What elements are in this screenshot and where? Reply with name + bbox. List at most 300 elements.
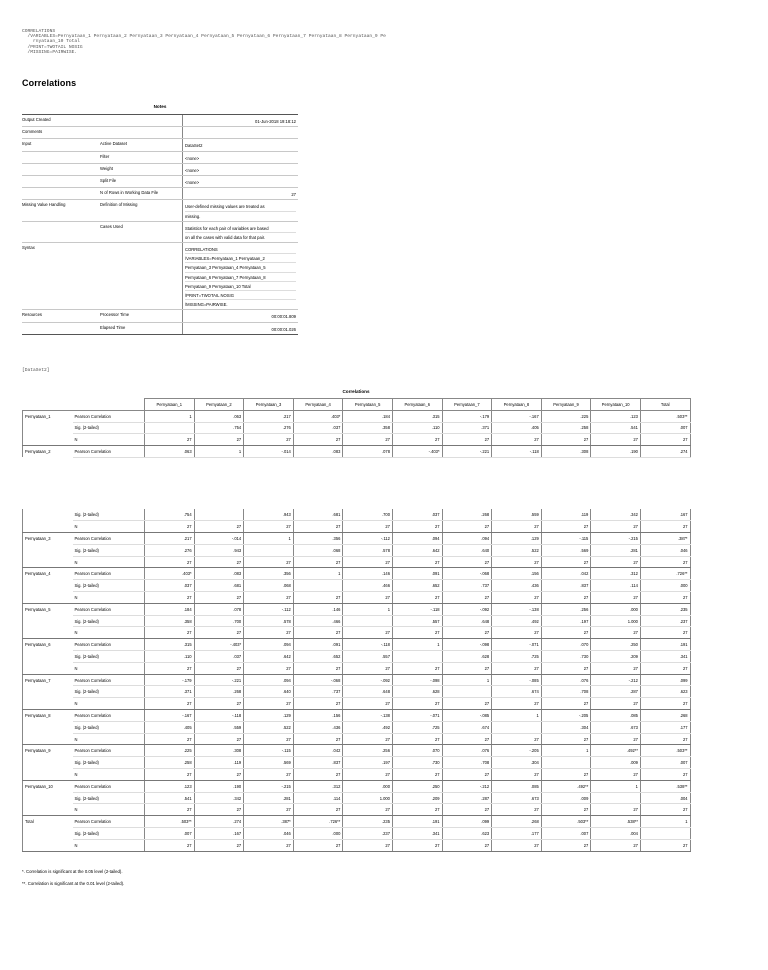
notes-row (22, 127, 298, 139)
table-cell: .358 (343, 422, 393, 434)
table-cell: 27 (442, 733, 492, 745)
notes-row (22, 243, 298, 310)
table-cell: .190 (591, 446, 641, 458)
table-cell: 27 (640, 434, 690, 446)
table-cell: .648 (442, 615, 492, 627)
table-cell: .569 (541, 544, 591, 556)
table-cell: 27 (244, 556, 294, 568)
table-cell: -.403* (194, 639, 244, 651)
table-cell: 27 (194, 769, 244, 781)
table-cell: .281 (244, 792, 294, 804)
table-cell: 27 (591, 556, 641, 568)
row-statistic: Sig. (2-tailed) (73, 651, 145, 663)
table-cell: .256 (541, 603, 591, 615)
table-cell: .000 (293, 828, 343, 840)
table-cell: 27 (194, 627, 244, 639)
dataset-tag: [DataSet2] (22, 368, 50, 373)
table-row (23, 592, 691, 604)
column-header: Pernyataan_7 (442, 399, 492, 411)
notes-item-label: Cases Used (100, 223, 123, 229)
table-cell: 27 (492, 627, 542, 639)
table-cell: 27 (343, 698, 393, 710)
row-statistic: N (73, 521, 145, 533)
table-row (23, 521, 691, 533)
table-row (23, 533, 691, 545)
notes-value-line: Statistics for each pair of variables are based (185, 224, 296, 233)
table-cell: .276 (244, 422, 294, 434)
table-cell: -.167 (492, 410, 542, 422)
notes-value-line: <none> (185, 155, 200, 161)
table-cell: 27 (194, 804, 244, 816)
table-row (23, 509, 691, 521)
table-cell: 27 (244, 733, 294, 745)
table-cell: -.215 (591, 533, 641, 545)
row-statistic: Pearson Correlation (73, 568, 145, 580)
table-cell: .007 (145, 828, 195, 840)
row-statistic: Pearson Correlation (73, 745, 145, 757)
row-statistic: Sig. (2-tailed) (73, 757, 145, 769)
table-cell: .099 (442, 816, 492, 828)
table-cell: .099 (640, 674, 690, 686)
table-cell: .674 (492, 686, 542, 698)
table-cell: .037 (392, 509, 442, 521)
table-cell: .184 (145, 603, 195, 615)
table-cell: -.179 (442, 410, 492, 422)
table-cell: 27 (591, 592, 641, 604)
table-cell (293, 580, 343, 592)
table-cell: .492 (492, 615, 542, 627)
row-variable: Pernyataan_9 (23, 745, 73, 757)
row-variable (23, 804, 73, 816)
table-cell: .123 (145, 780, 195, 792)
table-cell: 27 (244, 839, 294, 851)
table-cell: 27 (591, 521, 641, 533)
table-cell: .037 (194, 651, 244, 663)
table-row (23, 780, 691, 792)
notes-value (182, 200, 298, 220)
row-variable: Pernyataan_3 (23, 533, 73, 545)
row-variable (23, 757, 73, 769)
table-cell: .538** (591, 816, 641, 828)
row-variable: Pernyataan_10 (23, 780, 73, 792)
notes-table-title: Notes (153, 104, 167, 109)
table-cell: 27 (392, 662, 442, 674)
table-cell: 27 (492, 733, 542, 745)
notes-item-label (100, 243, 182, 309)
notes-value-line: DataSet2 (185, 143, 203, 149)
table-cell: 27 (244, 662, 294, 674)
table-cell: .492** (541, 780, 591, 792)
table-row (23, 710, 691, 722)
row-statistic: N (73, 434, 145, 446)
table-cell: .674 (442, 721, 492, 733)
notes-value-line: <none> (185, 167, 200, 173)
table-cell: .076 (541, 674, 591, 686)
table-cell: -.221 (442, 446, 492, 458)
notes-value (182, 188, 298, 199)
table-row (23, 769, 691, 781)
table-cell: 27 (541, 556, 591, 568)
table-cell: .726** (293, 816, 343, 828)
syntax-line: /VARIABLES=Pernyataan_1 Pernyataan_2 Pernyataan_3 Pernyataan_4 Pernyataan_5 Pernyataan_6 Pernyataan_7 Pernyataan_8 Pernyataan_9 Pe (22, 34, 386, 40)
table-cell: -.071 (492, 639, 542, 651)
table-row (23, 698, 691, 710)
row-statistic: N (73, 769, 145, 781)
row-statistic: Pearson Correlation (73, 710, 145, 722)
table-cell: 27 (392, 521, 442, 533)
table-row (23, 544, 691, 556)
table-cell: 27 (145, 592, 195, 604)
table-cell: 27 (194, 592, 244, 604)
table-cell: 27 (442, 662, 492, 674)
table-cell: .628 (442, 651, 492, 663)
table-cell: .068 (244, 580, 294, 592)
table-cell: .091 (293, 639, 343, 651)
table-cell: -.138 (343, 710, 393, 722)
table-cell: .209 (591, 651, 641, 663)
table-cell: .114 (293, 792, 343, 804)
table-row (23, 568, 691, 580)
table-cell: .268 (492, 816, 542, 828)
table-cell: 27 (145, 434, 195, 446)
table-cell: 1.000 (343, 792, 393, 804)
table-cell: 27 (343, 627, 393, 639)
table-cell: 27 (640, 733, 690, 745)
table-cell: 27 (244, 592, 294, 604)
table-cell: -.118 (492, 446, 542, 458)
correlations-table-title: Correlations (342, 389, 370, 394)
table-cell: 27 (442, 627, 492, 639)
table-cell (541, 757, 591, 769)
table-cell: .217 (244, 410, 294, 422)
table-cell: 27 (293, 804, 343, 816)
notes-section-label: Resources (22, 312, 43, 318)
table-row (23, 651, 691, 663)
table-cell: -.221 (194, 674, 244, 686)
row-statistic: Pearson Correlation (73, 533, 145, 545)
table-cell: .156 (293, 710, 343, 722)
table-cell: .083 (293, 446, 343, 458)
notes-value-line: /VARIABLES=Pernyataan_1 Pernyataan_2 (185, 254, 296, 263)
table-cell: .000 (640, 580, 690, 592)
column-header: Pernyataan_4 (293, 399, 343, 411)
table-row (23, 639, 691, 651)
table-cell: 27 (492, 434, 542, 446)
table-cell: .557 (343, 651, 393, 663)
table-cell: .191 (640, 639, 690, 651)
table-cell: 27 (392, 556, 442, 568)
table-cell: 27 (244, 521, 294, 533)
notes-row (22, 176, 298, 188)
row-statistic: Sig. (2-tailed) (73, 721, 145, 733)
row-statistic: Sig. (2-tailed) (73, 615, 145, 627)
table-row (23, 580, 691, 592)
notes-item-label (100, 127, 182, 138)
table-cell: -.092 (343, 674, 393, 686)
column-header: Pernyataan_2 (194, 399, 244, 411)
notes-section-label (22, 152, 100, 163)
table-row (23, 434, 691, 446)
notes-value-line: 27 (291, 192, 296, 198)
row-statistic: Sig. (2-tailed) (73, 580, 145, 592)
table-row (23, 828, 691, 840)
table-cell: 27 (492, 769, 542, 781)
notes-value-line: missing. (185, 213, 201, 219)
table-row (23, 721, 691, 733)
table-cell: 27 (442, 521, 492, 533)
table-cell: .559 (492, 509, 542, 521)
row-variable (23, 509, 73, 521)
table-cell: 27 (293, 592, 343, 604)
row-statistic: N (73, 556, 145, 568)
column-header: Pernyataan_9 (541, 399, 591, 411)
table-cell: .356 (244, 568, 294, 580)
table-cell: 27 (541, 521, 591, 533)
table-cell: 1 (392, 639, 442, 651)
table-cell: .737 (293, 686, 343, 698)
table-row (23, 627, 691, 639)
syntax-line: /MISSING=PAIRWISE. (22, 49, 78, 55)
notes-section-label: Input (22, 141, 32, 147)
table-cell: .538** (640, 780, 690, 792)
table-cell: .700 (343, 509, 393, 521)
table-cell: .503** (145, 816, 195, 828)
table-cell: 27 (194, 434, 244, 446)
notes-section-label: Output Created (22, 117, 51, 122)
row-variable: Pernyataan_4 (23, 568, 73, 580)
table-cell: .387* (244, 816, 294, 828)
notes-value-line: /PRINT=TWOTAIL NOSIG (185, 291, 296, 300)
table-cell: .268 (640, 710, 690, 722)
table-cell: 27 (492, 556, 542, 568)
row-variable (23, 839, 73, 851)
table-cell: 27 (392, 733, 442, 745)
table-cell: 27 (293, 434, 343, 446)
table-row (23, 816, 691, 828)
notes-item-label: N of Rows in Working Data File (100, 190, 159, 196)
table-cell: .754 (194, 422, 244, 434)
syntax-line: CORRELATIONS (22, 29, 56, 34)
table-cell: .725 (392, 721, 442, 733)
row-variable (23, 733, 73, 745)
table-cell: .726** (640, 568, 690, 580)
table-cell (343, 615, 393, 627)
table-cell: .197 (541, 615, 591, 627)
table-cell: .725 (492, 651, 542, 663)
table-cell: .623 (442, 828, 492, 840)
notes-item-label: Active Dataset (100, 141, 127, 147)
table-cell: .315 (392, 410, 442, 422)
notes-row (22, 310, 298, 322)
table-cell: .708 (541, 686, 591, 698)
table-cell: .078 (194, 603, 244, 615)
table-cell: .235 (640, 603, 690, 615)
table-cell: 27 (492, 521, 542, 533)
table-cell: 1 (640, 816, 690, 828)
table-cell: .673 (591, 721, 641, 733)
table-cell: 27 (145, 698, 195, 710)
table-cell: -.098 (442, 639, 492, 651)
table-cell: 27 (392, 434, 442, 446)
notes-section-label: Missing Value Handling (22, 202, 66, 208)
row-variable (23, 662, 73, 674)
row-variable (23, 544, 73, 556)
table-cell: .837 (541, 580, 591, 592)
table-cell: -.212 (591, 674, 641, 686)
table-cell: .037 (293, 422, 343, 434)
row-variable (23, 686, 73, 698)
notes-value (182, 323, 298, 334)
table-cell: .197 (343, 757, 393, 769)
table-row (23, 446, 691, 458)
correlations-table-page-1 (22, 398, 691, 458)
notes-value (182, 139, 298, 150)
table-cell: 27 (343, 839, 393, 851)
table-cell: .403* (145, 568, 195, 580)
row-statistic: N (73, 698, 145, 710)
table-cell: -.179 (145, 674, 195, 686)
table-cell: .492 (343, 721, 393, 733)
table-cell: .225 (145, 745, 195, 757)
footnote-05: *. Correlation is significant at the 0.05 level (2-tailed). (22, 869, 123, 874)
table-cell: .522 (492, 544, 542, 556)
table-cell: 1 (591, 780, 641, 792)
table-cell: 27 (293, 627, 343, 639)
table-cell: 27 (442, 839, 492, 851)
table-row (23, 745, 691, 757)
table-cell: 27 (293, 521, 343, 533)
table-cell: 1 (343, 603, 393, 615)
table-row (23, 757, 691, 769)
table-cell: 27 (541, 769, 591, 781)
notes-value (182, 115, 298, 126)
table-cell: .114 (591, 580, 641, 592)
notes-value (182, 310, 298, 321)
table-cell: 27 (492, 804, 542, 816)
table-cell: .304 (541, 721, 591, 733)
table-cell: 27 (392, 698, 442, 710)
notes-value-line: /MISSING=PAIRWISE. (185, 302, 228, 308)
table-cell: .000 (343, 780, 393, 792)
notes-value (182, 127, 298, 138)
table-cell: .237 (343, 828, 393, 840)
table-header-row (23, 399, 691, 411)
table-cell: .119 (541, 509, 591, 521)
table-cell: .541 (591, 422, 641, 434)
table-cell: 27 (343, 592, 393, 604)
table-cell: 27 (145, 804, 195, 816)
table-cell: .258 (145, 757, 195, 769)
table-cell: .085 (591, 710, 641, 722)
table-cell: 27 (293, 662, 343, 674)
table-cell: 27 (293, 839, 343, 851)
table-cell: .046 (244, 828, 294, 840)
notes-row (22, 200, 298, 221)
notes-value-line (185, 129, 296, 138)
table-cell: -.212 (442, 780, 492, 792)
table-cell: -.403* (392, 446, 442, 458)
table-cell: 27 (343, 662, 393, 674)
table-cell: 27 (640, 839, 690, 851)
column-header: Pernyataan_6 (392, 399, 442, 411)
table-cell: 27 (244, 769, 294, 781)
table-cell: .274 (640, 446, 690, 458)
table-cell: .063 (145, 446, 195, 458)
table-cell: .356 (293, 533, 343, 545)
table-cell: -.071 (392, 710, 442, 722)
table-row (23, 686, 691, 698)
notes-value (182, 243, 298, 309)
table-cell: 27 (343, 434, 393, 446)
row-variable: Pernyataan_2 (23, 446, 73, 458)
table-cell: .083 (194, 568, 244, 580)
notes-value-line: on all the cases with valid data for that pair. (185, 234, 266, 240)
table-cell: .628 (392, 686, 442, 698)
table-cell: .342 (194, 792, 244, 804)
table-cell: .287 (442, 792, 492, 804)
row-statistic: N (73, 804, 145, 816)
notes-value (182, 164, 298, 175)
notes-value-line: Pernyataan_9 Pernyataan_10 Total (185, 282, 296, 291)
table-cell: .737 (442, 580, 492, 592)
table-cell: .492** (591, 745, 641, 757)
table-cell: .436 (492, 580, 542, 592)
table-cell: .042 (293, 745, 343, 757)
table-cell: .387* (640, 533, 690, 545)
table-cell: .256 (343, 745, 393, 757)
notes-item-label: Split File (100, 177, 117, 183)
table-cell: 27 (293, 769, 343, 781)
table-cell: .068 (293, 544, 343, 556)
table-cell: .274 (194, 816, 244, 828)
notes-item-label: Filter (100, 153, 110, 159)
table-row (23, 662, 691, 674)
table-cell: 27 (194, 839, 244, 851)
table-cell: 27 (442, 592, 492, 604)
table-cell: 27 (343, 521, 393, 533)
notes-value-line: CORRELATIONS (185, 245, 296, 254)
table-cell: 27 (591, 698, 641, 710)
table-cell: .167 (194, 828, 244, 840)
table-cell: 27 (145, 662, 195, 674)
column-header: Pernyataan_8 (492, 399, 542, 411)
table-cell: .094 (244, 639, 294, 651)
notes-value (182, 152, 298, 163)
table-cell: 27 (145, 521, 195, 533)
table-cell: 27 (541, 662, 591, 674)
table-row (23, 410, 691, 422)
column-header: Pernyataan_5 (343, 399, 393, 411)
table-cell: .405 (492, 422, 542, 434)
table-cell: 1 (244, 533, 294, 545)
table-cell: .110 (392, 422, 442, 434)
row-variable (23, 698, 73, 710)
table-cell: .287 (591, 686, 641, 698)
table-cell: .094 (442, 533, 492, 545)
table-cell: 27 (640, 627, 690, 639)
table-cell: 27 (640, 804, 690, 816)
table-cell: .007 (541, 828, 591, 840)
table-cell: .730 (392, 757, 442, 769)
table-cell: -.118 (392, 603, 442, 615)
table-cell: .559 (194, 721, 244, 733)
table-cell: -.068 (442, 568, 492, 580)
table-cell: -.118 (194, 710, 244, 722)
table-cell: 27 (145, 839, 195, 851)
notes-value-line: Pernyataan_3 Pernyataan_4 Pernyataan_5 (185, 263, 296, 272)
table-cell: .046 (640, 544, 690, 556)
table-cell: .308 (541, 446, 591, 458)
